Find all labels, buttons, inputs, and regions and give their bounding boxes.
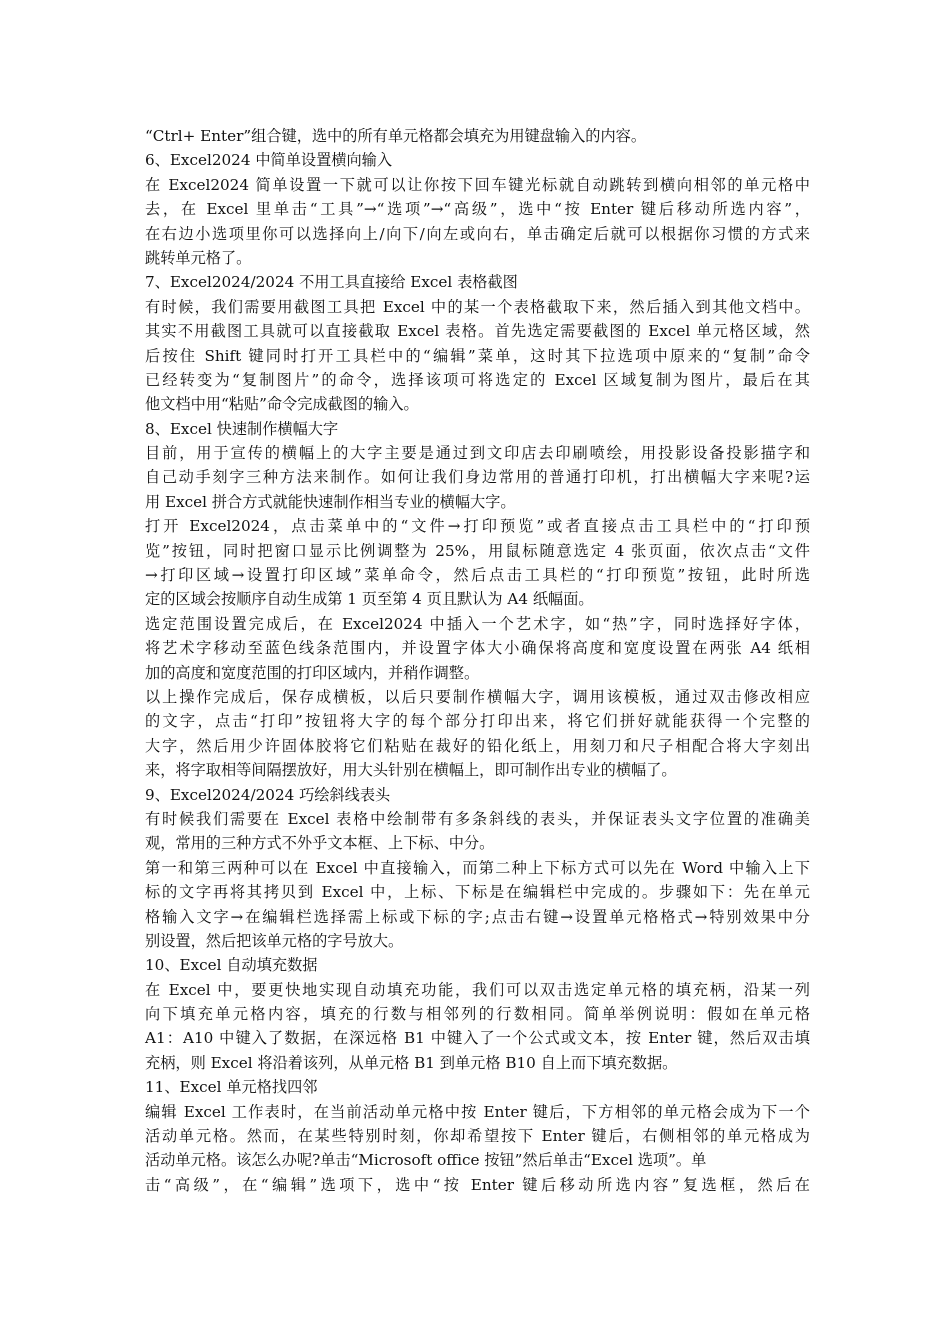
paragraph-line: 已经转变为“复制图片”的命令，选择该项可将选定的 Excel 区域复制为图片，最后在其: [145, 370, 810, 389]
paragraph-line: 用 Excel 拼合方式就能快速制作相当专业的横幅大字。: [145, 492, 516, 511]
paragraph-line: 在 Excel2024 简单设置一下就可以让你按下回车键光标就自动跳转到横向相邻的单元格中: [145, 175, 810, 194]
paragraph-line: 选定范围设置完成后，在 Excel2024 中插入一个艺术字，如“热”字，同时选择好字体，: [145, 614, 810, 633]
paragraph-line: 观，常用的三种方式不外乎文本框、上下标、中分。: [145, 834, 495, 853]
paragraph-line: 他文档中用“粘贴”命令完成截图的输入。: [145, 395, 419, 414]
paragraph-line: 击“高级”，在“编辑”选项下，选中“按 Enter 键后移动所选内容”复选框，然后在: [145, 1175, 810, 1194]
paragraph-line: 后按住 Shift 键同时打开工具栏中的“编辑”菜单，这时其下拉选项中原来的“复制”命令: [145, 346, 810, 365]
paragraph-line: 格输入文字→在编辑栏选择需上标或下标的字;点击右键→设置单元格格式→特别效果中分: [145, 907, 810, 926]
paragraph-line: “Ctrl+ Enter”组合键，选中的所有单元格都会填充为用键盘输入的内容。: [145, 127, 647, 145]
section-heading: 6、Excel2024 中简单设置横向输入: [145, 151, 393, 170]
paragraph-line: 目前，用于宣传的横幅上的大字主要是通过到文印店去印刷喷绘，用投影设备投影描字和: [145, 444, 810, 463]
paragraph-line: 大字，然后用少许固体胶将它们粘贴在裁好的铅化纸上，用刻刀和尺子相配合将大字刻出: [145, 736, 810, 755]
paragraph-line: 在 Excel 中，要更快地实现自动填充功能，我们可以双击选定单元格的填充柄，沿某一列: [145, 980, 810, 999]
paragraph-line: 来，将字取相等间隔摆放好，用大头针别在横幅上，即可制作出专业的横幅了。: [145, 761, 677, 780]
section-heading: 7、Excel2024/2024 不用工具直接给 Excel 表格截图: [145, 273, 518, 292]
paragraph-line: 活动单元格。然而，在某些特别时刻，你却希望按下 Enter 键后，右侧相邻的单元格成为: [145, 1127, 810, 1146]
paragraph-line: 将艺术字移动至蓝色线条范围内，并设置字体大小确保将高度和宽度设置在两张 A4 纸相: [145, 639, 810, 658]
paragraph-line: 有时候我们需要在 Excel 表格中绘制带有多条斜线的表头，并保证表头文字位置的准确美: [145, 809, 810, 828]
paragraph-line: 向下填充单元格内容，填充的行数与相邻列的行数相同。简单举例说明：假如在单元格: [145, 1005, 810, 1024]
paragraph-line: 去，在 Excel 里单击“工具”→“选项”→“高级”，选中“按 Enter 键后移动所选内容”，: [145, 200, 810, 219]
paragraph-line: 以上操作完成后，保存成横板，以后只要制作横幅大字，调用该模板，通过双击修改相应: [145, 687, 810, 706]
paragraph-line: 自己动手刻字三种方法来制作。如何让我们身边常用的普通打印机，打出横幅大字来呢?运: [145, 468, 810, 487]
document-body: [145, 124, 810, 1197]
section-heading: 9、Excel2024/2024 巧绘斜线表头: [145, 785, 391, 804]
paragraph-line: 活动单元格。该怎么办呢?单击“Microsoft office 按钮”然后单击“Excel 选项”。单: [145, 1151, 707, 1170]
paragraph-line: 览”按钮，同时把窗口显示比例调整为 25%，用鼠标随意选定 4 张页面，依次点击“文件: [145, 541, 810, 560]
paragraph-line: 充柄，则 Excel 将沿着该列，从单元格 B1 到单元格 B10 自上而下填充数据。: [145, 1053, 678, 1072]
section-heading: 8、Excel 快速制作横幅大字: [145, 419, 339, 438]
paragraph-line: 其实不用截图工具就可以直接截取 Excel 表格。首先选定需要截图的 Excel 单元格区域，然: [145, 322, 810, 341]
paragraph-line: 加的高度和宽度范围的打印区域内，并稍作调整。: [145, 663, 480, 682]
paragraph-line: →打印区域→设置打印区域”菜单命令，然后点击工具栏的“打印预览”按钮，此时所选: [145, 566, 810, 585]
paragraph-line: 别设置，然后把该单元格的字号放大。: [145, 931, 404, 950]
paragraph-line: A1：A10 中键入了数据，在深远格 B1 中键入了一个公式或文本，按 Enter 键，然后双击填: [145, 1029, 810, 1048]
paragraph-line: 有时候，我们需要用截图工具把 Excel 中的某一个表格截取下来，然后插入到其他文档中。: [145, 297, 810, 316]
paragraph-line: 在右边小选项里你可以选择向上/向下/向左或向右，单击确定后就可以根据你习惯的方式来: [145, 224, 810, 243]
paragraph-line: 定的区域会按顺序自动生成第 1 页至第 4 页且默认为 A4 纸幅面。: [145, 590, 594, 609]
paragraph-line: 跳转单元格了。: [145, 248, 252, 267]
paragraph-line: 标的文字再将其拷贝到 Excel 中，上标、下标是在编辑栏中完成的。步骤如下：先在单元: [145, 883, 810, 902]
paragraph-line: 打开 Excel2024，点击菜单中的“文件→打印预览”或者直接点击工具栏中的“打印预: [145, 517, 810, 536]
paragraph-line: 的文字，点击“打印”按钮将大字的每个部分打印出来，将它们拼好就能获得一个完整的: [145, 712, 810, 731]
paragraph-line: 编辑 Excel 工作表时，在当前活动单元格中按 Enter 键后，下方相邻的单元格会成为下一个: [145, 1102, 810, 1121]
section-heading: 10、Excel 自动填充数据: [145, 956, 318, 975]
section-heading: 11、Excel 单元格找四邻: [145, 1078, 318, 1097]
paragraph-line: 第一和第三两种可以在 Excel 中直接输入，而第二种上下标方式可以先在 Word 中输入上下: [145, 858, 810, 877]
